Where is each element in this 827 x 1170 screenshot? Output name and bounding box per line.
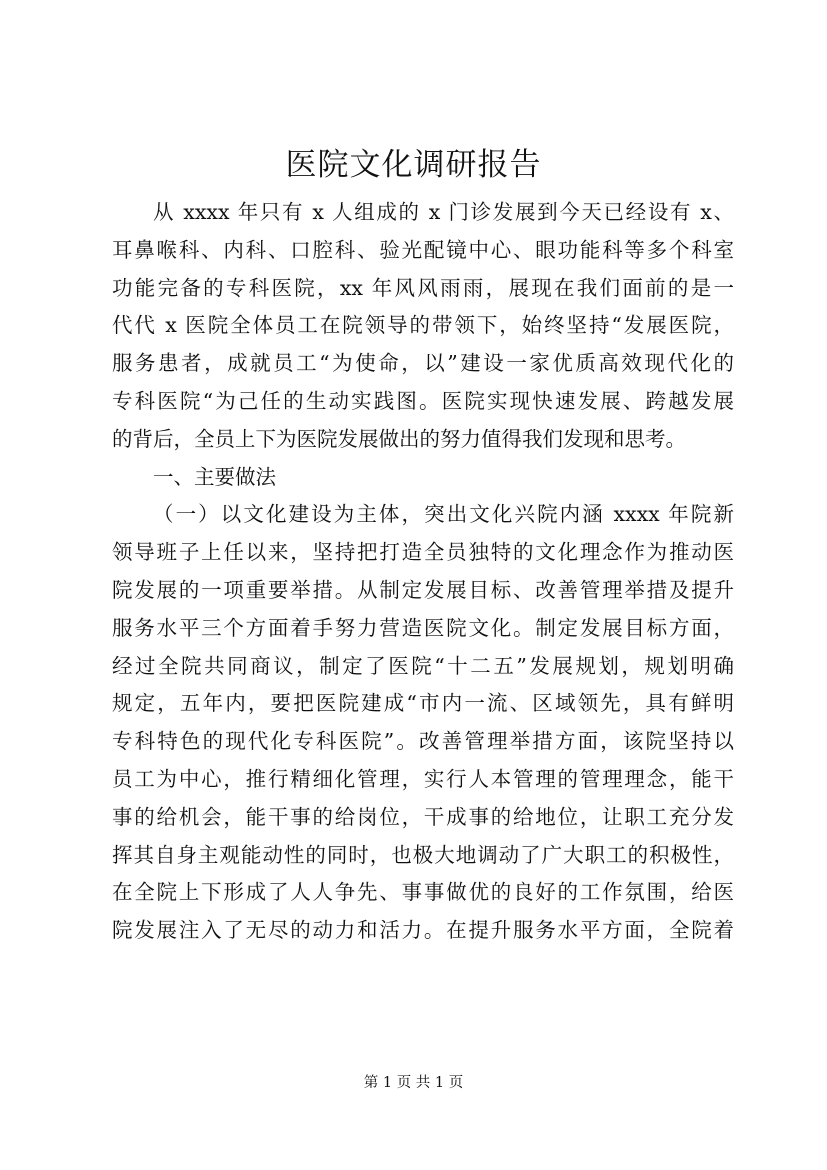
paragraph-line: 专科特色的现代化专科医院”。改善管理举措方面，该院坚持以 <box>112 729 734 754</box>
section-heading: 一、主要做法 <box>153 464 276 489</box>
paragraph-line: 从 xxxx 年只有 x 人组成的 x 门诊发展到今天已经设有 x、 <box>153 200 734 224</box>
paragraph-line: 挥其自身主观能动性的同时，也极大地调动了广大职工的积极性， <box>112 842 734 867</box>
page-footer: 第 1 页 共 1 页 <box>363 1075 464 1091</box>
paragraph-line: 耳鼻喉科、内科、口腔科、验光配镜中心、眼功能科等多个科室 <box>112 237 734 262</box>
paragraph-line: 代代 x 医院全体员工在院领导的带领下，始终坚持“发展医院， <box>112 313 734 338</box>
document-body <box>112 194 734 950</box>
paragraph-line: 经过全院共同商议，制定了医院“十二五”发展规划，规划明确 <box>112 653 734 678</box>
paragraph-line: 的背后，全员上下为医院发展做出的努力值得我们发现和思考。 <box>112 426 686 451</box>
paragraph-line: 院发展注入了无尽的动力和活力。在提升服务水平方面，全院着 <box>112 918 734 943</box>
paragraph-line: （一）以文化建设为主体，突出文化兴院内涵 xxxx 年院新 <box>153 502 734 527</box>
paragraph-line: 规定，五年内，要把医院建成“市内一流、区域领先，具有鲜明 <box>112 691 734 716</box>
paragraph-line: 在全院上下形成了人人争先、事事做优的良好的工作氛围，给医 <box>112 880 734 905</box>
paragraph-line: 事的给机会，能干事的给岗位，干成事的给地位，让职工充分发 <box>112 804 734 829</box>
paragraph-line: 服务水平三个方面着手努力营造医院文化。制定发展目标方面， <box>112 615 734 640</box>
paragraph-line: 专科医院“为己任的生动实践图。医院实现快速发展、跨越发展 <box>112 388 734 413</box>
paragraph-line: 功能完备的专科医院，xx 年风风雨雨，展现在我们面前的是一 <box>112 275 734 300</box>
paragraph-line: 服务患者，成就员工“为使命，以”建设一家优质高效现代化的 <box>112 351 734 376</box>
paragraph-line: 领导班子上任以来，坚持把打造全员独特的文化理念作为推动医 <box>112 540 734 565</box>
paragraph-line: 院发展的一项重要举措。从制定发展目标、改善管理举措及提升 <box>112 577 734 602</box>
paragraph-line: 员工为中心，推行精细化管理，实行人本管理的管理理念，能干 <box>112 766 734 791</box>
document-title: 医院文化调研报告 <box>285 147 542 183</box>
